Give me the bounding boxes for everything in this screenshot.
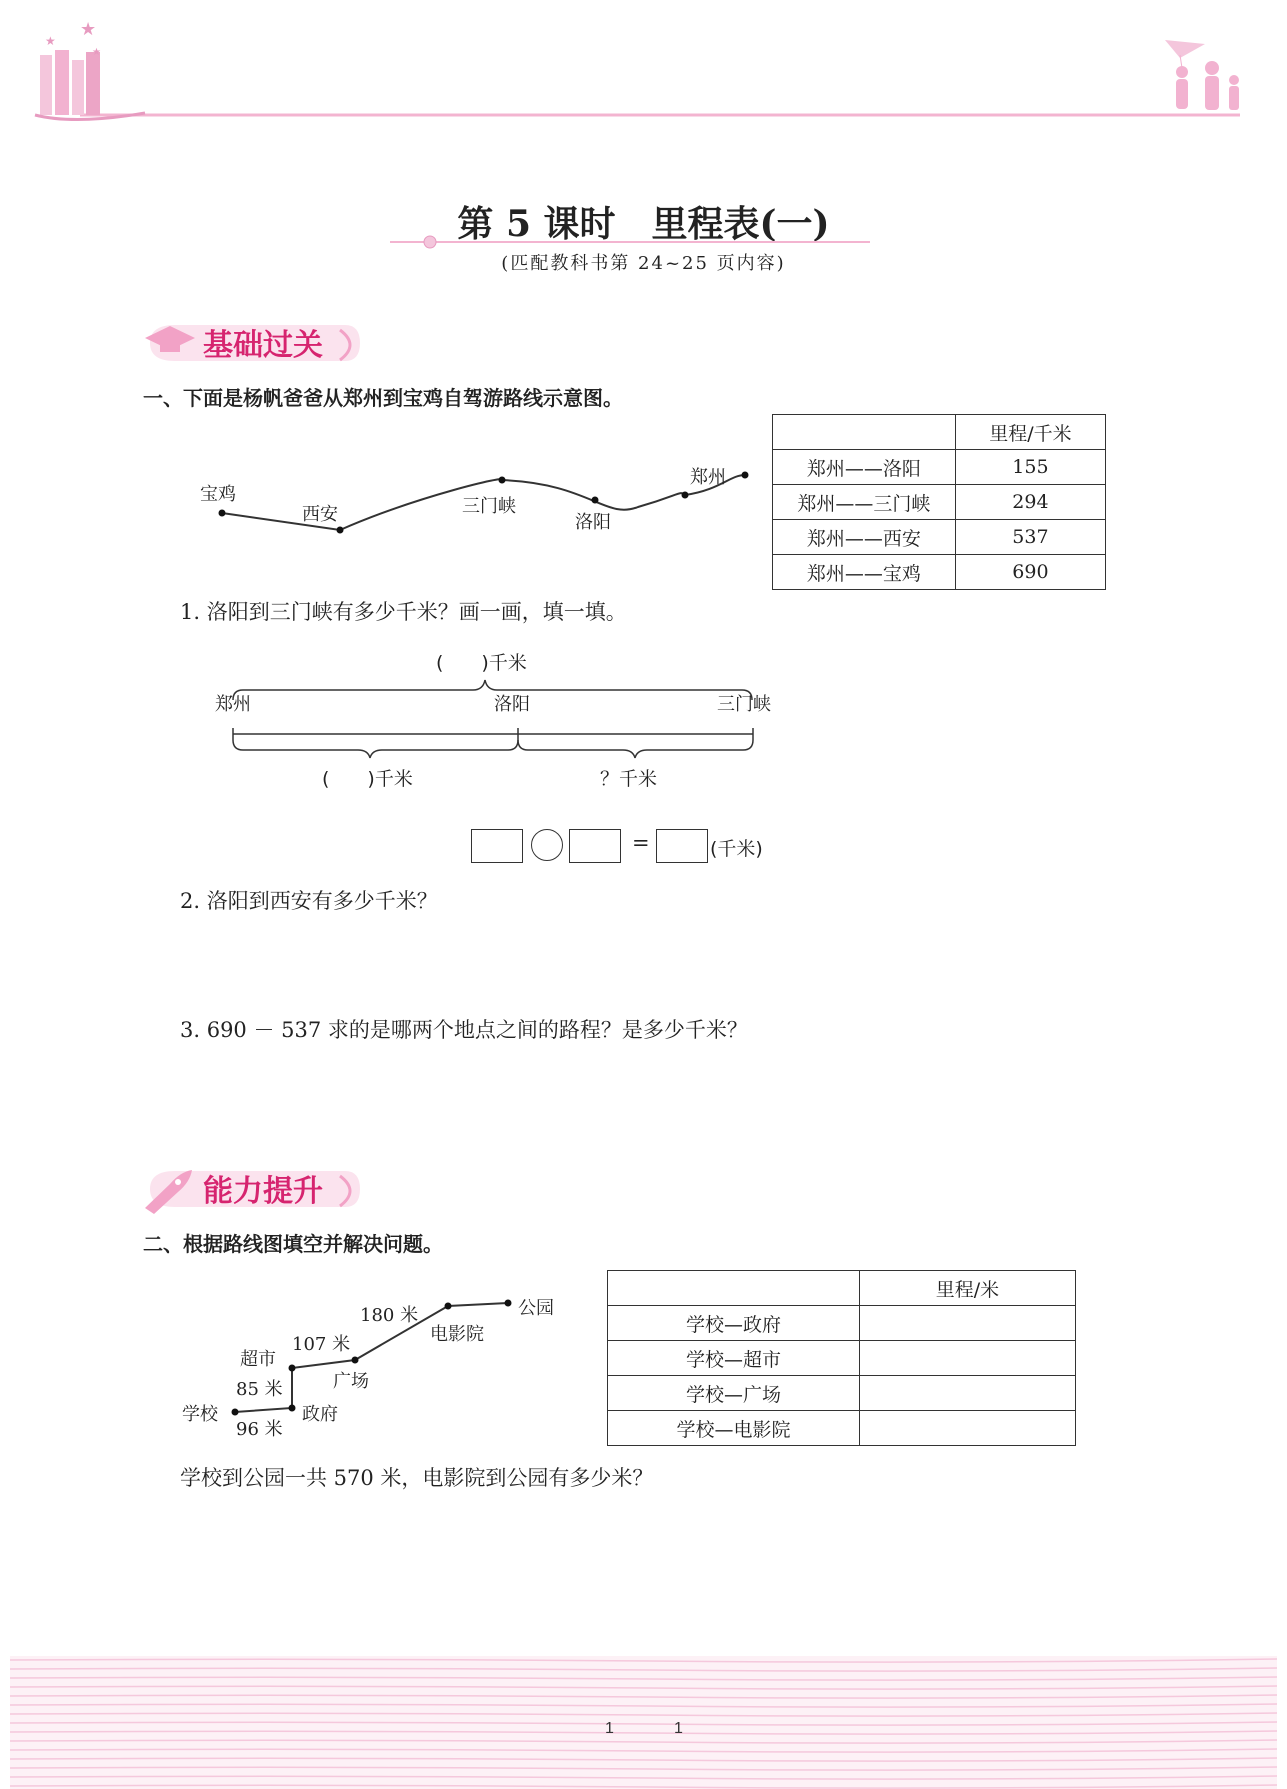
svg-text:★: ★ (80, 19, 97, 40)
table-row: 学校—电影院 (608, 1411, 1076, 1446)
label-baoji: 宝鸡 (200, 484, 236, 505)
svg-text:★: ★ (45, 34, 56, 48)
page-subtitle: (匹配教科书第 24~25 页内容) (501, 253, 786, 274)
svg-text:★: ★ (92, 47, 101, 58)
segment-mid: 洛阳 (494, 694, 530, 715)
segment-diagram (225, 672, 765, 772)
page-number-left: 1 (605, 1720, 614, 1737)
sub-question-1: 1. 洛阳到三门峡有多少千米？画一画，填一填。 (180, 600, 627, 624)
answer-cell[interactable] (859, 1341, 1075, 1376)
family-kite-icon (1165, 40, 1239, 110)
answer-box-1[interactable] (471, 829, 523, 863)
label-sanmenxia: 三门峡 (462, 496, 516, 517)
map-d85: 85 米 (236, 1379, 283, 1400)
footer-decoration (10, 1656, 1277, 1789)
segment-bottom-left: ( )千米 (322, 768, 413, 790)
table-row: 郑州——三门峡 294 (773, 485, 1106, 520)
header-decoration (0, 0, 1287, 130)
table1-header: 里程/千米 (955, 415, 1105, 450)
segment-right: 三门峡 (717, 694, 771, 715)
segment-left: 郑州 (215, 694, 251, 715)
mileage-table-1 (772, 414, 1106, 590)
map-gov: 政府 (302, 1404, 338, 1425)
equals-sign: = (632, 831, 650, 855)
map-d96: 96 米 (236, 1419, 283, 1440)
table-row: 学校—超市 (608, 1341, 1076, 1376)
answer-cell[interactable] (859, 1411, 1075, 1446)
table2-header: 里程/米 (859, 1271, 1075, 1306)
page-title: 第 5 课时 里程表(一) (457, 203, 830, 245)
final-question: 学校到公园一共 570 米，电影院到公园有多少米？ (180, 1466, 654, 1490)
books-icon (35, 19, 145, 120)
map-d107: 107 米 (292, 1334, 351, 1355)
answer-cell[interactable] (859, 1306, 1075, 1341)
map-park: 公园 (518, 1298, 554, 1319)
table-row: 学校—广场 (608, 1376, 1076, 1411)
answer-box-2[interactable] (569, 829, 621, 863)
table-row: 郑州——洛阳 155 (773, 450, 1106, 485)
map-d180: 180 米 (360, 1305, 419, 1326)
operator-circle[interactable] (531, 829, 563, 861)
section2-heading: 能力提升 (203, 1174, 323, 1209)
section1-heading: 基础过关 (203, 328, 323, 363)
equation-unit: (千米) (710, 838, 763, 860)
map-cinema: 电影院 (430, 1324, 484, 1345)
question-1: 一、下面是杨帆爸爸从郑州到宝鸡自驾游路线示意图。 (143, 386, 623, 410)
sub-question-2: 2. 洛阳到西安有多少千米？ (180, 889, 438, 913)
map-school: 学校 (182, 1404, 218, 1425)
table-row: 郑州——西安 537 (773, 520, 1106, 555)
label-luoyang: 洛阳 (575, 512, 611, 533)
label-xian: 西安 (302, 504, 338, 525)
table-row: 郑州——宝鸡 690 (773, 555, 1106, 590)
sub-question-3: 3. 690 － 537 求的是哪两个地点之间的路程？是多少千米？ (180, 1018, 748, 1042)
table-row: 学校—政府 (608, 1306, 1076, 1341)
answer-box-3[interactable] (656, 829, 708, 863)
segment-top-label: ( )千米 (436, 652, 527, 674)
answer-cell[interactable] (859, 1376, 1075, 1411)
mileage-table-2 (607, 1270, 1076, 1446)
segment-bottom-right: ？千米 (600, 768, 658, 790)
question-2: 二、根据路线图填空并解决问题。 (143, 1232, 443, 1256)
title-underline (390, 235, 870, 249)
page-number-right: 1 (674, 1720, 683, 1737)
map-square: 广场 (333, 1371, 369, 1392)
map-market: 超市 (240, 1349, 276, 1370)
label-zhengzhou: 郑州 (690, 467, 726, 488)
